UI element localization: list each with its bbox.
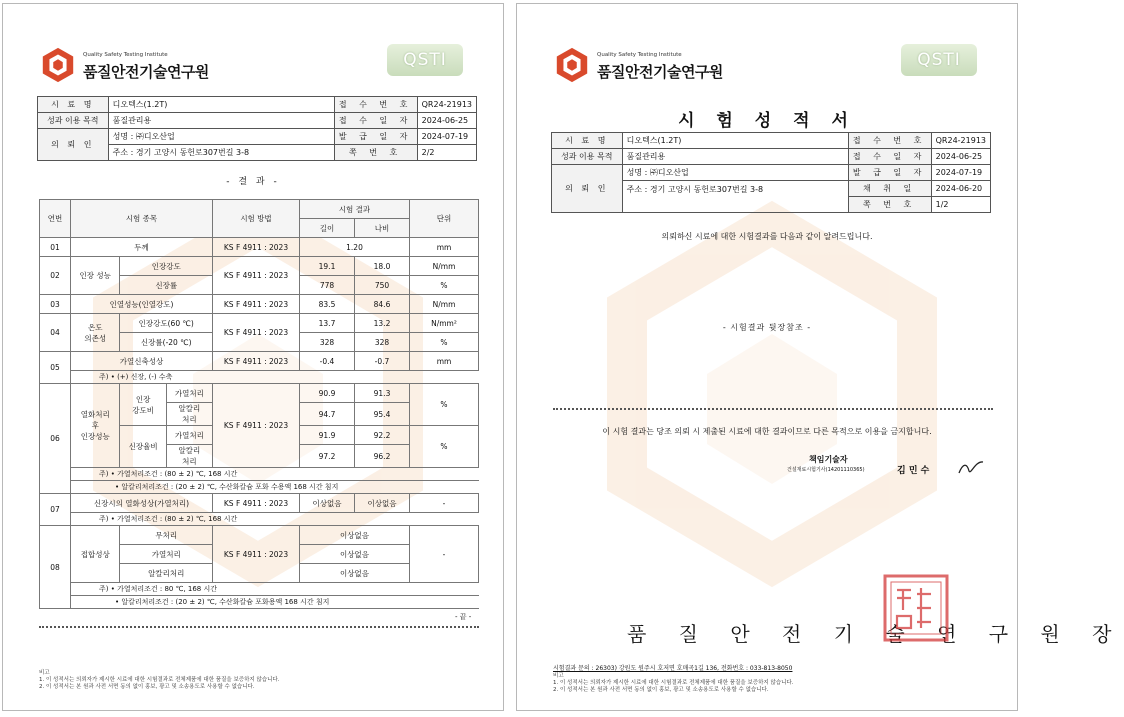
engineer-registration: 건설재료시험기사(14201110365) [787, 467, 865, 473]
table-row: 신장률(-20 ℃) 328 328 % [40, 333, 479, 352]
label-collect-date: 채 취 일 [848, 181, 931, 197]
label-receipt-no: 접 수 번 호 [334, 97, 417, 113]
note-06a: 주) • 가열처리조건 : (80 ± 2) ℃, 168 시간 [71, 468, 479, 481]
footnotes: 비고 1. 이 성적서는 의뢰자가 제시한 시료에 대한 시험결과로 전체제품에 대한 품질을 보증하지 않습니다. 2. 이 성적서는 본 원과 사전 서면 동의 없이 홍보, 광고 및 소송용도로 사용할 수 없습니다. [39, 670, 280, 690]
test-results-table [39, 199, 479, 609]
document-title: 시 험 성 적 서 [678, 111, 856, 131]
table-row: 신장율비 가열처리 91.9 92.2 % [40, 426, 479, 445]
note-08b: • 알칼리처리조건 : (20 ± 2) ℃, 수산화칼슘 포화용액 168 시간 침지 [71, 596, 479, 609]
col-width: 나비 [355, 219, 410, 238]
table-row: 알칼리 처리 94.7 95.4 [40, 403, 479, 426]
sample-info-table [551, 132, 991, 213]
label-purpose: 성과 이용 목적 [552, 149, 623, 165]
value-receipt-no: QR24-21913 [931, 133, 990, 149]
col-result: 시험 결과 [300, 200, 410, 219]
report-page-2 [2, 3, 504, 711]
engineer-name: 김 민 수 [897, 466, 930, 476]
institute-name-en: Quality Safety Testing Institute [597, 52, 682, 58]
label-purpose: 성과 이용 목적 [38, 113, 109, 129]
signature-icon [957, 459, 985, 477]
value-receipt-date: 2024-06-25 [931, 149, 990, 165]
table-row: 07 신장시의 열화성상(가열처리) KS F 4911 : 2023 이상없음 이상없음 - [40, 494, 479, 513]
value-sample: 디오텍스(1.2T) [622, 133, 848, 149]
institute-name-en: Quality Safety Testing Institute [83, 52, 168, 58]
col-method: 시험 방법 [213, 200, 300, 238]
table-row: 알칼리처리 이상없음 [40, 564, 479, 583]
divider-dotted [553, 408, 993, 410]
table-row: 가열처리 이상없음 [40, 545, 479, 564]
note-08a: 주) • 가열처리조건 : 80 ℃, 168 시간 [71, 583, 479, 596]
label-issue-date: 발 급 일 자 [848, 165, 931, 181]
value-page: 2/2 [417, 145, 476, 161]
notice-text: 이 시험 결과는 당조 의뢰 시 제출된 시료에 대한 결과이므로 다른 목적으로 이용을 금지합니다. [602, 427, 932, 436]
divider-dotted [39, 626, 479, 628]
value-purpose: 품질관리용 [108, 113, 334, 129]
label-client: 의 뢰 인 [552, 165, 623, 213]
value-issue-date: 2024-07-19 [931, 165, 990, 181]
col-item: 시험 종목 [71, 200, 213, 238]
label-receipt-date: 접 수 일 자 [334, 113, 417, 129]
note-05: 주) • (+) 신장, (-) 수축 [71, 371, 479, 384]
contact-info: 시험결과 문의 : 26303) 강원도 원주시 호저면 호매곡1길 136, 전화번호 : 033-813-8050 [553, 665, 793, 672]
label-page: 쪽 번 호 [848, 197, 931, 213]
label-client: 의 뢰 인 [38, 129, 109, 161]
institute-logo-icon [39, 46, 77, 84]
label-receipt-date: 접 수 일 자 [848, 149, 931, 165]
value-company: 성명 : ㈜디오산업 [108, 129, 334, 145]
col-no: 연번 [40, 200, 71, 238]
institute-head-name: 품 질 안 전 기 술 연 구 원 장 [627, 622, 1124, 646]
value-address: 주소 : 경기 고양시 동헌로307번길 3-8 [108, 145, 334, 161]
table-row: 01 두께 KS F 4911 : 2023 1.20 mm [40, 238, 479, 257]
footnotes: 비고 1. 이 성적서는 의뢰자가 제시한 시료에 대한 시험결과로 전체제품에 대한 품질을 보증하지 않습니다. 2. 이 성적서는 본 원과 사전 서면 동의 없이 홍보, 광고 및 소송용도로 사용할 수 없습니다. [553, 673, 794, 693]
result-section-title: - 결 과 - [226, 177, 280, 187]
table-row: 03 인열성능(인열강도) KS F 4911 : 2023 83.5 84.6 N/mm [40, 295, 479, 314]
note-06b: • 알칼리처리조건 : (20 ± 2) ℃, 수산화칼슘 포화 수용액 168 시간 침지 [71, 481, 479, 494]
table-row: 알칼리 처리 97.2 96.2 [40, 445, 479, 468]
value-sample: 디오텍스(1.2T) [108, 97, 334, 113]
institute-name-ko: 품질안전기술연구원 [83, 63, 209, 81]
label-page: 쪽 번 호 [334, 145, 417, 161]
value-issue-date: 2024-07-19 [417, 129, 476, 145]
value-page: 1/2 [931, 197, 990, 213]
report-page-1 [516, 3, 1124, 711]
see-back-text: - 시험결과 뒷장참조 - [722, 323, 812, 332]
value-address: 주소 : 경기 고양시 동헌로307번길 3-8 [622, 181, 848, 213]
institute-name-ko: 품질안전기술연구원 [597, 63, 723, 81]
label-issue-date: 발 급 일 자 [334, 129, 417, 145]
col-length: 길이 [300, 219, 355, 238]
col-unit: 단위 [410, 200, 479, 238]
end-mark: - 끝 - [455, 613, 472, 621]
intro-text: 의뢰하신 시료에 대한 시험결과를 다음과 같이 알려드립니다. [661, 232, 873, 241]
watermark-logo-icon [607, 214, 937, 574]
note-07: 주) • 가열처리조건 : (80 ± 2) ℃, 168 시간 [71, 513, 479, 526]
label-receipt-no: 접 수 번 호 [848, 133, 931, 149]
qsti-badge: QSTI [901, 44, 977, 76]
table-row: 06 열화처리 후 인장성능 인장 강도비 가열처리 KS F 4911 : 2023 90.9 91.3 % [40, 384, 479, 403]
value-receipt-no: QR24-21913 [417, 97, 476, 113]
value-company: 성명 : ㈜디오산업 [622, 165, 848, 181]
table-row: 05 가열신축성상 KS F 4911 : 2023 -0.4 -0.7 mm [40, 352, 479, 371]
table-row: 04 온도 의존성 인장강도(60 ℃) KS F 4911 : 2023 13.7 13.2 N/mm² [40, 314, 479, 333]
label-sample: 시 료 명 [552, 133, 623, 149]
table-row: 02 인장 성능 인장강도 KS F 4911 : 2023 19.1 18.0 N/mm [40, 257, 479, 276]
engineer-title: 책임기술자 [809, 455, 848, 464]
value-receipt-date: 2024-06-25 [417, 113, 476, 129]
official-seal-icon [881, 572, 951, 644]
value-collect-date: 2024-06-20 [931, 181, 990, 197]
table-row: 08 접합성상 무처리 KS F 4911 : 2023 이상없음 - [40, 526, 479, 545]
institute-logo-icon [553, 46, 591, 84]
qsti-badge: QSTI [387, 44, 463, 76]
value-purpose: 품질관리용 [622, 149, 848, 165]
sample-info-table [37, 96, 477, 161]
label-sample: 시 료 명 [38, 97, 109, 113]
table-row: 신장률 778 750 % [40, 276, 479, 295]
